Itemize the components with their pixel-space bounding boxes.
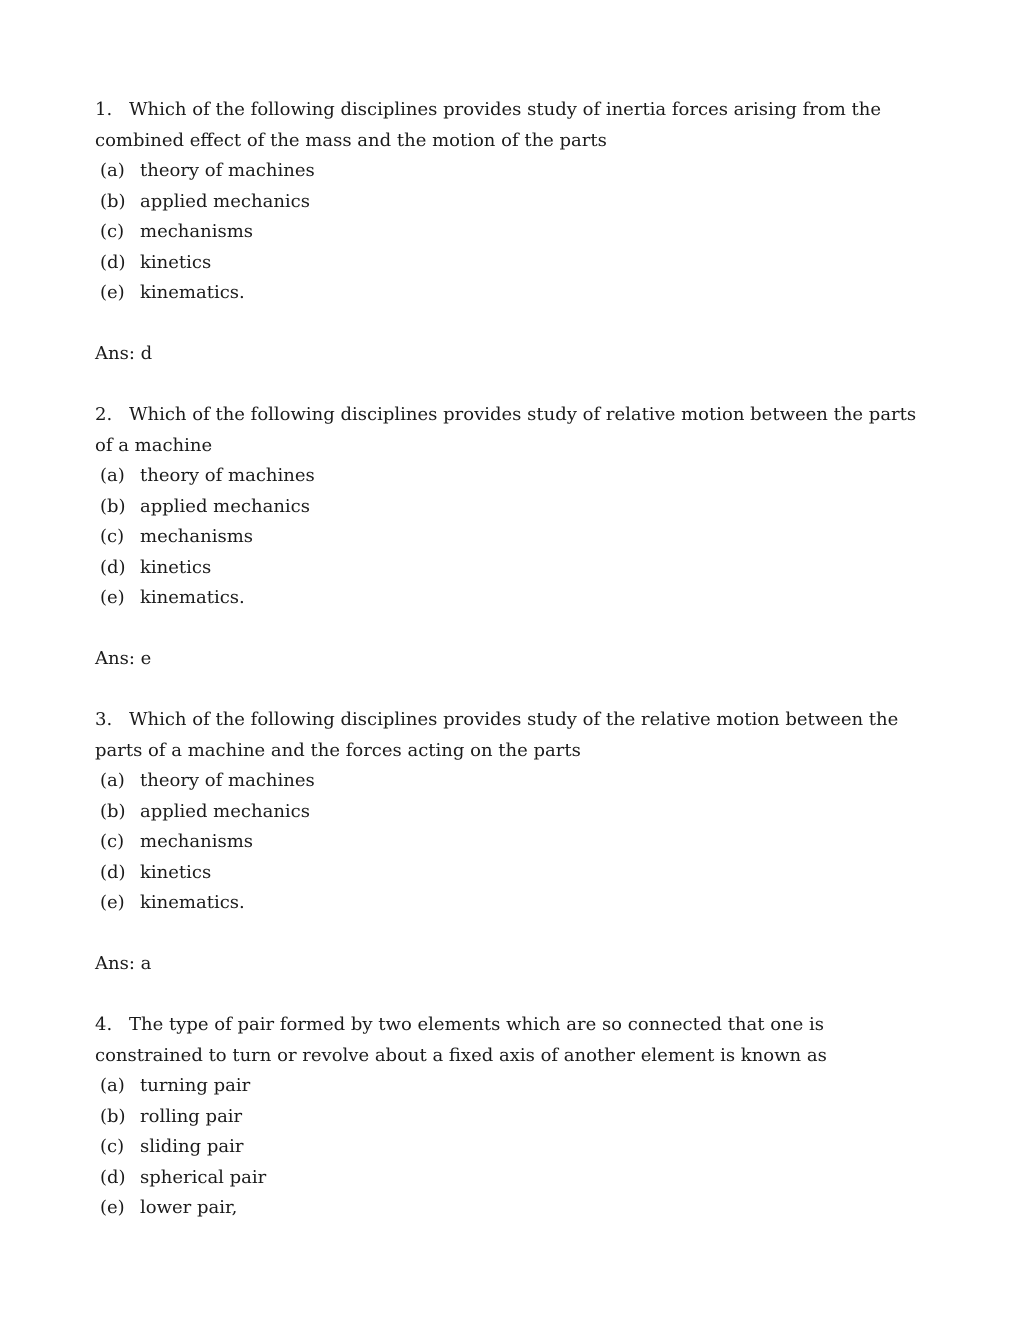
option-text: turning pair <box>140 1075 251 1096</box>
option-label: (c) <box>100 526 125 547</box>
option-label: (d) <box>100 251 126 273</box>
option-text: applied mechanics <box>140 800 310 822</box>
option-list <box>95 461 925 614</box>
option-text: kinematics. <box>140 892 245 913</box>
option-label: (b) <box>100 495 126 517</box>
option-text: mechanisms <box>140 526 254 547</box>
option-label: (c) <box>100 221 125 242</box>
option-label: (b) <box>100 190 126 212</box>
option-text: theory of machines <box>140 770 315 791</box>
answer-line: Ans: a <box>95 952 152 974</box>
option-label: (b) <box>100 1105 126 1127</box>
option-list <box>95 156 925 309</box>
option-b <box>95 187 925 218</box>
option-text: sliding pair <box>140 1136 244 1157</box>
option-text: theory of machines <box>140 160 315 181</box>
option-label: (b) <box>100 800 126 822</box>
option-label: (d) <box>100 1166 126 1188</box>
option-text: rolling pair <box>140 1105 243 1127</box>
option-label: (e) <box>100 1197 125 1218</box>
question-text: Which of the following disciplines provides study of the relative motion between the parts of a machine and the forces acting on the parts <box>95 709 899 761</box>
option-a <box>95 766 925 797</box>
question-number: 3. <box>95 709 113 730</box>
option-a <box>95 1071 925 1102</box>
question-4 <box>95 1010 925 1224</box>
option-text: applied mechanics <box>140 495 310 517</box>
option-text: mechanisms <box>140 221 254 242</box>
option-b <box>95 797 925 828</box>
option-a <box>95 156 925 187</box>
option-c <box>95 522 925 553</box>
option-d <box>95 1163 925 1194</box>
option-d <box>95 553 925 584</box>
option-label: (e) <box>100 587 125 608</box>
option-e <box>95 888 925 919</box>
option-c <box>95 217 925 248</box>
question-number: 2. <box>95 404 113 425</box>
option-text: kinematics. <box>140 282 245 303</box>
option-c <box>95 1132 925 1163</box>
answer-line: Ans: e <box>95 647 152 669</box>
option-label: (a) <box>100 160 125 181</box>
option-e <box>95 1193 925 1224</box>
option-text: kinetics <box>140 251 212 273</box>
option-text: kinetics <box>140 556 212 578</box>
option-label: (a) <box>100 770 125 791</box>
option-text: spherical pair <box>140 1166 267 1188</box>
option-a <box>95 461 925 492</box>
question-1 <box>95 95 925 369</box>
answer-line: Ans: d <box>95 342 153 364</box>
question-text: Which of the following disciplines provides study of inertia forces arising from the combined effect of the mass and the motion of the parts <box>95 99 881 151</box>
option-text: theory of machines <box>140 465 315 486</box>
option-label: (d) <box>100 556 126 578</box>
option-e <box>95 278 925 309</box>
question-3 <box>95 705 925 979</box>
option-label: (a) <box>100 1075 125 1096</box>
option-b <box>95 492 925 523</box>
option-label: (e) <box>100 892 125 913</box>
option-text: applied mechanics <box>140 190 310 212</box>
option-text: kinematics. <box>140 587 245 608</box>
question-stem <box>95 95 925 156</box>
option-label: (c) <box>100 831 125 852</box>
option-label: (a) <box>100 465 125 486</box>
option-list <box>95 1071 925 1224</box>
question-number: 1. <box>95 99 113 120</box>
option-text: kinetics <box>140 861 212 883</box>
option-c <box>95 827 925 858</box>
question-2 <box>95 400 925 674</box>
option-label: (d) <box>100 861 126 883</box>
option-label: (e) <box>100 282 125 303</box>
option-b <box>95 1102 925 1133</box>
option-label: (c) <box>100 1136 125 1157</box>
question-number: 4. <box>95 1014 113 1035</box>
question-stem <box>95 400 925 461</box>
option-e <box>95 583 925 614</box>
option-list <box>95 766 925 919</box>
option-d <box>95 858 925 889</box>
question-stem <box>95 1010 925 1071</box>
question-text: The type of pair formed by two elements which are so connected that one is constrained to turn or revolve about a fixed axis of another element is known as <box>95 1014 827 1066</box>
option-text: mechanisms <box>140 831 254 852</box>
question-stem <box>95 705 925 766</box>
question-text: Which of the following disciplines provides study of relative motion between the parts of a machine <box>95 404 917 456</box>
option-d <box>95 248 925 279</box>
option-text: lower pair, <box>140 1197 238 1218</box>
